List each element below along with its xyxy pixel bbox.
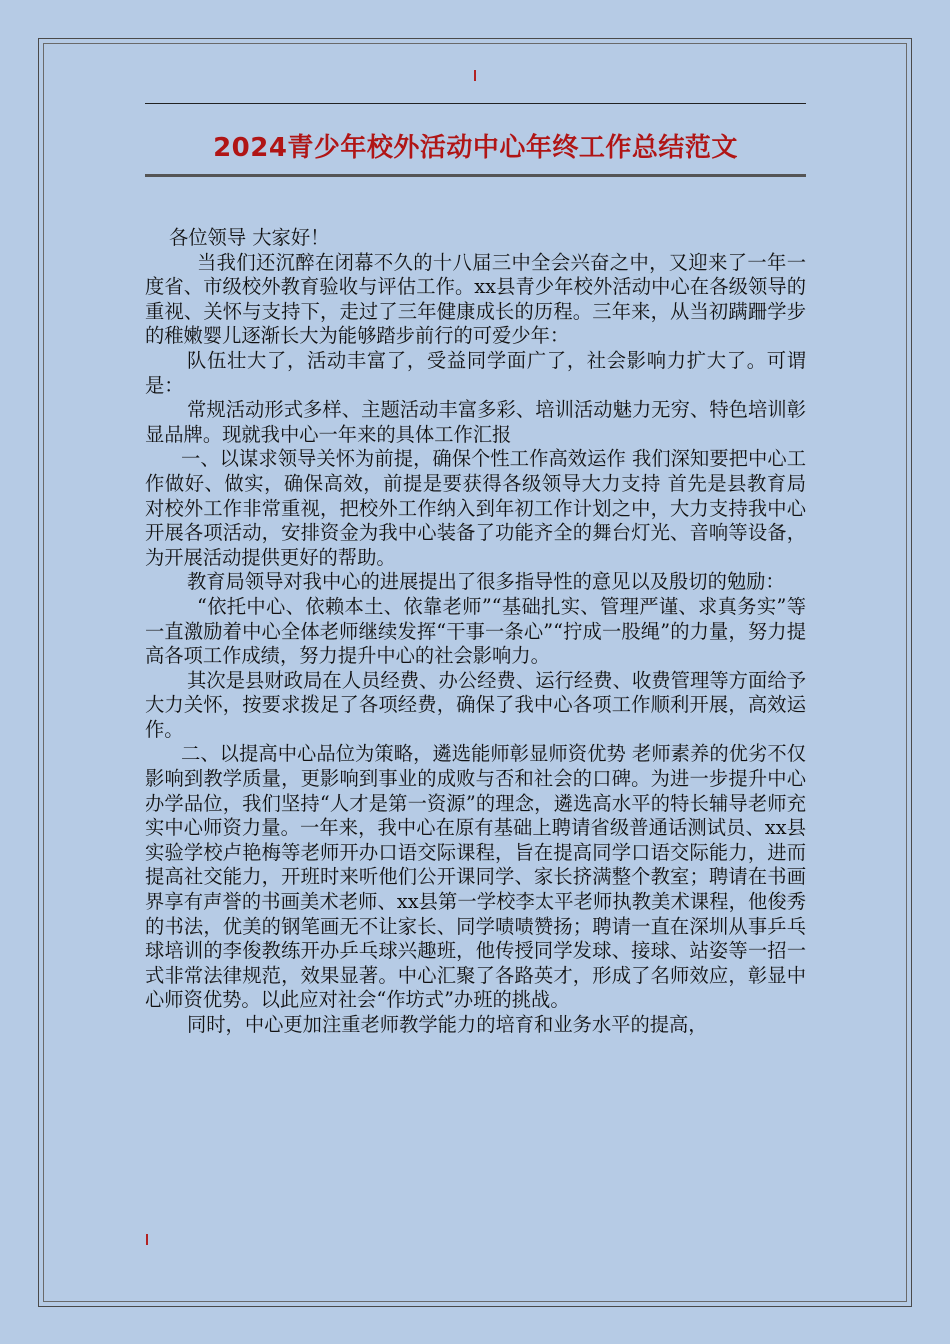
footer-marker: [146, 1234, 148, 1245]
header-marker: [474, 70, 476, 81]
document-title: 2024青少年校外活动中心年终工作总结范文: [213, 133, 738, 163]
paragraph-section-one: 一、以谋求领导关怀为前提，确保个性工作高效运作 我们深知要把中心工作做好、做实，确保高效，前提是要获得各级领导大力支持 首先是县教育局对校外工作非常重视，把校外工作纳入到年初工作计划之中，大力支持我中心开展各项活动，安排资金为我中心装备了功能齐全的舞台灯光、音响等设备，为开展活动提供更好的帮助。: [145, 447, 806, 569]
paragraph-activities: 常规活动形式多样、主题活动丰富多彩、培训活动魅力无穷、特色培训彰显品牌。现就我中心一年来的具体工作汇报: [145, 398, 806, 446]
header-rule: [145, 103, 806, 104]
paragraph-teacher-training: 同时，中心更加注重老师教学能力的培育和业务水平的提高，: [187, 1013, 708, 1036]
paragraph-section-two: 二、以提高中心品位为策略，遴选能师彰显师资优势 老师素养的优劣不仅影响到教学质量，更影响到事业的成败与否和社会的口碑。为进一步提升中心办学品位，我们坚持“人才是第一资源”的理念，遴选高水平的特长辅导老师充实中心师资力量。一年来，我中心在原有基础上聘请省级普通话测试员、xx县实验学校卢艳梅等老师开办口语交际课程，旨在提高同学口语交际能力，进而提高社交能力，开班时来听他们公开课同学、家长挤满整个教室；聘请在书画界享有声誉的书画美术老师、xx县第一学校李太平老师执教美术课程，他俊秀的书法，优美的钢笔画无不让家长、同学啧啧赞扬；聘请一直在深圳从事乒乓球培训的李俊教练开办乒乓球兴趣班，他传授同学发球、接球、站姿等一招一式非常法律规范，效果显著。中心汇聚了各路英才，形成了名师效应，彰显中心师资优势。以此应对社会“作坊式”办班的挑战。: [145, 742, 806, 1012]
greeting: 各位领导 大家好！: [169, 226, 330, 249]
paragraph-guidance: 教育局领导对我中心的进展提出了很多指导性的意见以及殷切的勉励：: [187, 570, 785, 594]
paragraph-motto: “依托中心、依赖本土、依靠老师”“基础扎实、管理严谨、求真务实”等一直激励着中心全体老师继续发挥“干事一条心”“拧成一股绳”的力量，努力提高各项工作成绩，努力提升中心的社会影响力。: [145, 594, 806, 668]
document-body: [145, 226, 806, 1038]
paragraph-intro: 当我们还沉醉在闭幕不久的十八届三中全会兴奋之中，又迎来了一年一度省、市级校外教育验收与评估工作。xx县青少年校外活动中心在各级领导的重视、关怀与支持下，走过了三年健康成长的历程。三年来，从当初蹒跚学步的稚嫩婴儿逐渐长大为能够踏步前行的可爱少年：: [145, 250, 806, 348]
title-underline: [145, 174, 806, 177]
paragraph-finance: 其次是县财政局在人员经费、办公经费、运行经费、收费管理等方面给予大力关怀，按要求拨足了各项经费，确保了我中心各项工作顺利开展，高效运作。: [145, 668, 806, 741]
paragraph-growth: 队伍壮大了，活动丰富了，受益同学面广了，社会影响力扩大了。可谓是：: [145, 348, 806, 397]
